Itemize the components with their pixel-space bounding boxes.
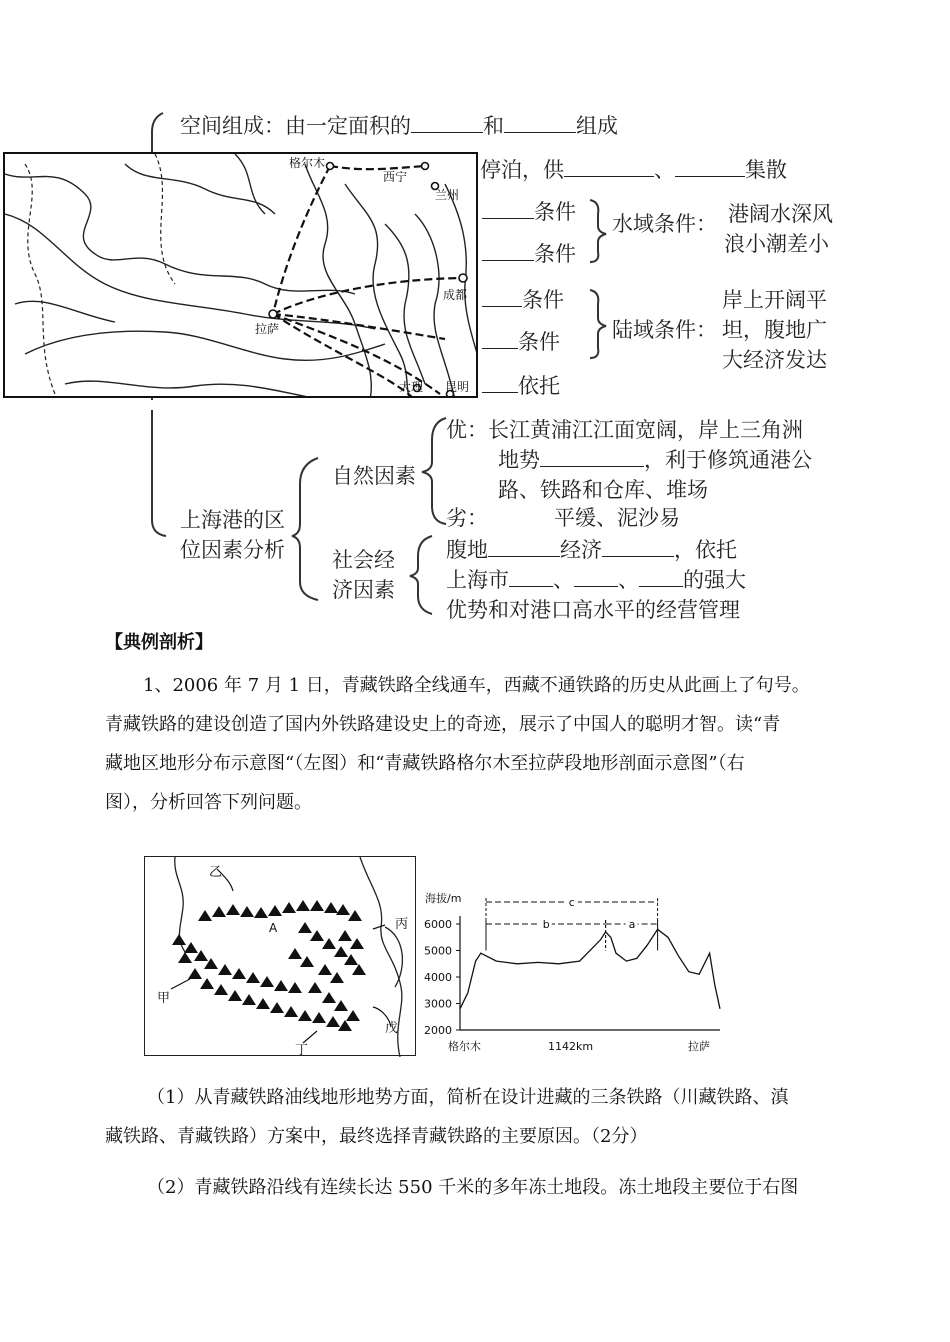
mountain-mark <box>240 906 254 917</box>
x-start-label: 格尔木 <box>448 1040 481 1053</box>
social-factors-label-1: 社会经 <box>332 548 395 572</box>
land-label: 陆域条件： <box>612 318 717 342</box>
land-desc-3: 大经济发达 <box>722 348 827 372</box>
segment-a-label: a <box>628 918 636 931</box>
mountain-mark <box>260 976 274 987</box>
map2-label: 乙 <box>209 865 223 880</box>
blank-2 <box>504 114 576 133</box>
section-title: 【典例剖析】 <box>105 632 213 653</box>
city-label: 大理 <box>399 380 424 394</box>
mountain-mark <box>318 964 332 975</box>
mountain-mark <box>322 938 336 949</box>
mountain-mark <box>268 905 282 916</box>
docking-text: 停泊，供 <box>480 158 564 182</box>
mountain-mark <box>308 982 322 993</box>
question-1-line: 图），分析回答下列问题。 <box>105 792 312 813</box>
elevation-profile-chart <box>420 880 740 1060</box>
map2-label: 戊 <box>385 1021 399 1036</box>
and-text: 和 <box>483 114 504 138</box>
mountain-mark <box>346 1010 360 1021</box>
mountain-mark <box>310 930 324 941</box>
mountain-mark <box>298 922 312 933</box>
social-line-2: 上海市 、 、 的强大 <box>446 568 746 592</box>
question-1-line: 藏地区地形分布示意图“（左图）和“青藏铁路格尔木至拉萨段地形剖面示意图”（右 <box>105 753 745 774</box>
mountain-mark <box>284 1006 298 1017</box>
mountain-mark <box>324 902 338 913</box>
sub-question-1-line: （1）从青藏铁路油线地形地势方面，简析在设计进藏的三条铁路（川藏铁路、滇 <box>147 1087 789 1108</box>
terrain-distribution-map <box>144 856 416 1056</box>
question-1-line: 青藏铁路的建设创造了国内外铁路建设史上的奇迹，展示了中国人的聪明才智。读“青 <box>105 714 781 735</box>
sub-question-2 <box>105 1168 865 1207</box>
distribute-text: 集散 <box>745 158 787 182</box>
land-condition-2: 条件 <box>482 326 560 356</box>
mountain-mark <box>188 968 202 979</box>
mountain-mark <box>334 946 348 957</box>
mountain-mark <box>214 984 228 995</box>
y-tick-label: 6000 <box>424 918 452 931</box>
mountain-mark <box>326 1016 340 1027</box>
mountain-mark <box>338 1020 352 1031</box>
map2-label: 丁 <box>295 1043 309 1058</box>
y-tick-label: 4000 <box>424 971 452 984</box>
mountain-mark <box>334 1000 348 1011</box>
city-label: 成都 <box>443 288 468 302</box>
question-1-paragraph <box>105 666 865 822</box>
mountain-mark <box>274 980 288 991</box>
mountain-mark <box>348 910 362 921</box>
map2-label: 丙 <box>395 917 409 932</box>
water-desc-2: 浪小潮差小 <box>724 232 829 256</box>
social-factors-label-2: 济因素 <box>332 578 395 602</box>
segment-c-label: c <box>568 896 575 909</box>
sub-question-2-line: （2）青藏铁路沿线有连续长达 550 千米的多年冻土地段。冻土地段主要位于右图 <box>147 1177 799 1198</box>
y-tick-label: 2000 <box>424 1024 452 1037</box>
mountain-mark <box>282 902 296 913</box>
map2-label: A <box>269 921 278 935</box>
mountain-mark <box>338 930 352 941</box>
docking-line <box>480 154 787 184</box>
blank-1 <box>411 114 483 133</box>
map-drawing <box>5 154 478 398</box>
x-end-label: 拉萨 <box>688 1040 710 1053</box>
mountain-mark <box>288 982 302 993</box>
land-desc-2: 坦，腹地广 <box>722 318 827 342</box>
social-line-1: 腹地 经济 ，依托 <box>446 538 737 562</box>
shanghai-title-2: 位因素分析 <box>180 538 285 562</box>
mountain-mark <box>300 956 314 967</box>
mountain-mark <box>330 972 344 983</box>
mountain-mark <box>212 906 226 917</box>
natural-advantage-1: 优：长江黄浦江江面宽阔，岸上三角洲 <box>446 418 803 442</box>
rely-line: 依托 <box>482 370 560 400</box>
compose-text: 组成 <box>576 114 618 138</box>
shanghai-title-1: 上海港的区 <box>180 508 285 532</box>
mountain-mark <box>232 968 246 979</box>
mountain-mark <box>198 910 212 921</box>
water-condition-1: 条件 <box>482 196 576 226</box>
city-label: 兰州 <box>435 188 460 202</box>
land-condition-1: 条件 <box>482 284 564 314</box>
city-label: 拉萨 <box>255 322 280 336</box>
mountain-mark <box>322 992 336 1003</box>
city-label: 西宁 <box>383 170 408 184</box>
mountain-mark <box>184 942 198 953</box>
comma-text: 、 <box>654 158 675 182</box>
map2-label: 甲 <box>157 991 171 1006</box>
mountain-mark <box>254 907 268 918</box>
mountain-mark <box>350 938 364 949</box>
mountain-mark <box>200 978 214 989</box>
mountain-mark <box>270 1002 284 1013</box>
mountain-mark <box>218 964 232 975</box>
sub-question-1 <box>105 1078 865 1156</box>
space-composition-text: 空间组成：由一定面积的 <box>180 114 411 138</box>
mountain-mark <box>226 904 240 915</box>
mountain-mark <box>296 900 310 911</box>
terrain-drawing <box>145 857 417 1057</box>
mountain-mark <box>312 1012 326 1023</box>
water-condition-2: 条件 <box>482 238 576 268</box>
mountain-mark <box>172 934 186 945</box>
x-mid-label: 1142km <box>548 1040 594 1053</box>
city-label: 格尔木 <box>289 156 326 170</box>
mountain-mark <box>288 948 302 959</box>
mountain-mark <box>228 990 242 1001</box>
mountain-mark <box>246 972 260 983</box>
mountain-mark <box>242 994 256 1005</box>
mountain-mark <box>178 952 192 963</box>
natural-advantage-3: 路、铁路和仓库、堆场 <box>498 478 708 502</box>
y-axis-label: 海拔/m <box>425 892 462 905</box>
elevation-profile-line <box>460 929 720 1009</box>
space-composition-line <box>180 110 618 140</box>
blank-4 <box>675 158 745 177</box>
social-line-3: 优势和对港口高水平的经营管理 <box>446 598 740 622</box>
sub-question-1-line: 藏铁路、青藏铁路）方案中，最终选择青藏铁路的主要原因。（2分） <box>105 1126 648 1147</box>
mountain-mark <box>298 1010 312 1021</box>
natural-factors-label: 自然因素 <box>332 464 416 488</box>
mountain-mark <box>256 998 270 1009</box>
water-desc-1: 港阔水深风 <box>728 202 833 226</box>
land-desc-1: 岸上开阔平 <box>722 288 827 312</box>
y-tick-label: 5000 <box>424 944 452 958</box>
natural-advantage-2: 地势 ，利于修筑通港公 <box>498 448 812 472</box>
y-tick-label: 3000 <box>424 997 452 1011</box>
water-label: 水域条件： <box>612 212 717 236</box>
mountain-mark <box>336 904 350 915</box>
question-1-line: 1、2006 年 7 月 1 日，青藏铁路全线通车，西藏不通铁路的历史从此画上了句号。 <box>143 675 810 696</box>
mountain-mark <box>310 900 324 911</box>
natural-disadvantage: 劣： 平缓、泥沙易 <box>446 506 680 530</box>
mountain-mark <box>352 964 366 975</box>
tibet-route-map <box>3 152 478 398</box>
city-label: 昆明 <box>445 380 470 394</box>
segment-b-label: b <box>542 918 550 931</box>
blank-3 <box>564 158 654 177</box>
